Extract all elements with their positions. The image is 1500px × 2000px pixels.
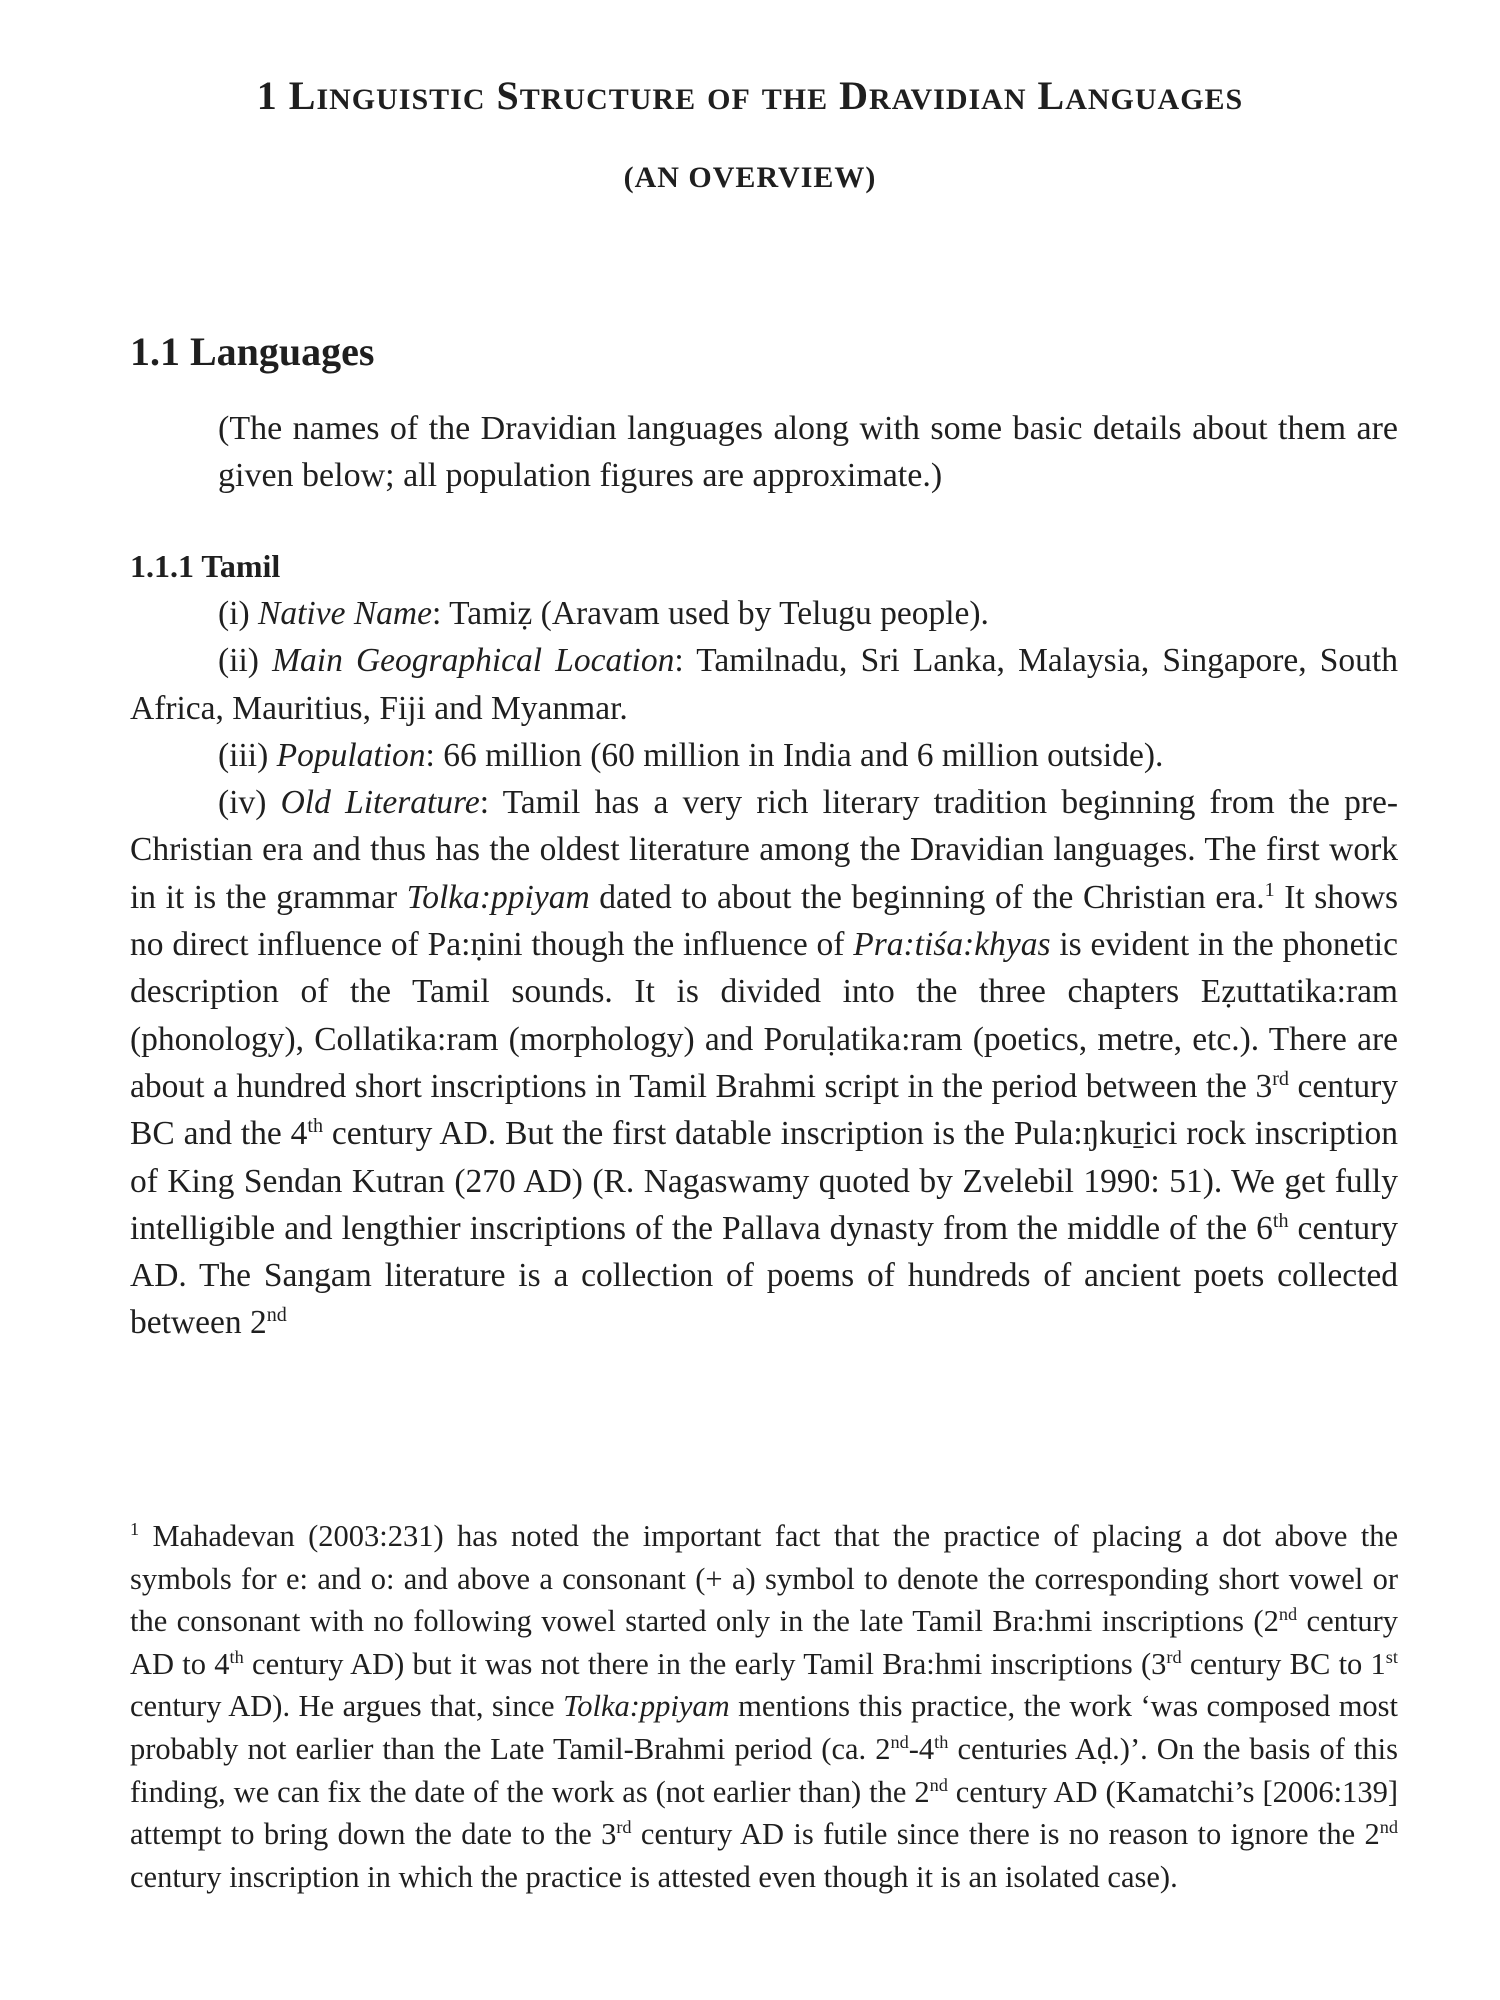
section-heading: 1.1 Languages (130, 329, 375, 374)
footnote-ref: 1 (1264, 878, 1275, 901)
subsection-heading: 1.1.1 Tamil (130, 548, 281, 584)
item-population: (iii) Population: 66 million (60 million in India and 6 million outside). (218, 736, 1164, 774)
item-label: Population (276, 736, 426, 774)
chapter-title (0, 72, 1500, 119)
chapter-subtitle: (AN OVERVIEW) (623, 161, 877, 194)
title-word: LANGUAGES (1037, 73, 1244, 118)
footnote: $^1$ Mahadevan (2003:231) has noted the important fact that the practice of placing a dot above the symbols for e: and o: and above a consonant (+ a) symbol to denote the corresponding short vowel or the consonant with no following vowel started only in the late Tamil Bra:hmi inscriptions (2nd century AD to 4th century AD) but it was not there in the early Tamil Bra:hmi inscriptions (3rd century BC to 1st century AD). He argues that, since Tolka:ppiyam mentions this practice, the work ‘was composed most probably not earlier than the Late Tamil-Brahmi period (ca. 2nd-4th centuries Aḍ.)’. On the basis of this finding, we can fix the date of the work as (not earlier than) the 2nd century AD (Kamatchi’s [2006:139] attempt to bring down the date to the 3rd century AD is futile since there is no reason to ignore the 2nd century inscription in which the practice is attested even though it is an isolated case). (130, 1518, 1399, 1894)
item-label: Native Name (258, 595, 432, 632)
section-intro: (The names of the Dravidian languages along with some basic details about them are given below; all population figures are approximate.) (218, 410, 1398, 494)
chapter-number: 1 (256, 73, 278, 118)
title-word: THE (761, 83, 829, 116)
title-word: LINGUISTIC (288, 73, 486, 118)
item-old-literature: (iv) Old Literature: Tamil has a very rich literary tradition beginning from the pre-Christian era and thus has the oldest literature among the Dravidian languages. The first work in it is the grammar Tolka:ppiyam dated to about the beginning of the Christian era.$^1$ It shows no direct influence of Pa:ṇini though the influence of Pra:tiśa:khyas is evident in the phonetic description of the Tamil sounds. It is divided into the three chapters Eẓuttatika:ram (phonology), Collatika:ram (morphology) and Poruḷatika:ram (poetics, metre, etc.). There are about a hundred short inscriptions in Tamil Brahmi script in the period between the 3rd century BC and the 4th century AD. But the first datable inscription is the Pula:ŋkuṟici rock inscription of King Sendan Kutran (270 AD) (R. Nagaswamy quoted by Zvelebil 1990: 51). We get fully intelligible and lengthier inscriptions of the Pallava dynasty from the middle of the 6th century AD. The Sangam literature is a collection of poems of hundreds of ancient poets collected between 2nd (130, 784, 1399, 1342)
item-label: Old Literature (280, 784, 480, 822)
title-word: DRAVIDIAN (839, 73, 1027, 118)
item-native-name: (i) Native Name: Tamiẓ (Aravam used by Telugu people). (218, 595, 989, 632)
item-label: Main Geographical Location (272, 642, 675, 680)
subsection-body (130, 590, 1398, 1347)
footnote-mark: 1 (130, 1518, 140, 1539)
item-location: (ii) Main Geographical Location: Tamilnadu, Sri Lanka, Malaysia, Singapore, South Africa, Mauritius, Fiji and Myanmar. (130, 642, 1398, 727)
title-word: OF (707, 83, 751, 116)
title-word: STRUCTURE (496, 73, 697, 118)
